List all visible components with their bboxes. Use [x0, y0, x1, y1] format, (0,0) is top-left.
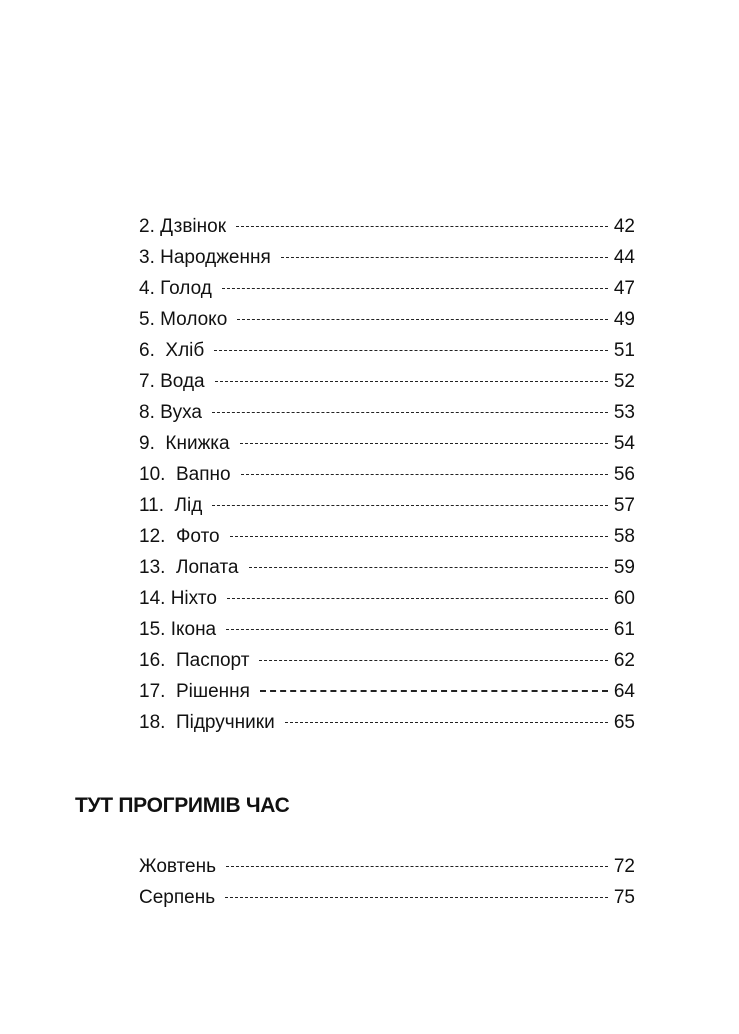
toc-entry[interactable] — [139, 676, 635, 707]
toc-leader-dots — [212, 505, 608, 506]
toc-entry-page: 54 — [613, 433, 635, 454]
toc-entry[interactable] — [139, 521, 635, 552]
toc-leader-dots — [241, 474, 608, 475]
toc-entry-title: 17. Рішення — [139, 681, 250, 702]
toc-entry-page: 57 — [613, 495, 635, 516]
toc-entry[interactable] — [139, 459, 635, 490]
toc-entry[interactable] — [139, 428, 635, 459]
toc-entry-page: 49 — [613, 309, 635, 330]
toc-entry-page: 72 — [613, 856, 635, 877]
toc-entry-title: 16. Паспорт — [139, 650, 250, 671]
toc-entry-page: 56 — [613, 464, 635, 485]
toc-leader-dots — [236, 226, 608, 227]
toc-entry-title: 7. Вода — [139, 371, 205, 392]
toc-entry-page: 65 — [613, 712, 635, 733]
section-entry-list — [139, 851, 635, 913]
toc-entry-title: 9. Книжка — [139, 433, 230, 454]
toc-entry[interactable] — [139, 614, 635, 645]
toc-entry-title: 11. Лід — [139, 495, 203, 516]
toc-leader-dots — [212, 412, 608, 413]
toc-entry-page: 44 — [613, 247, 635, 268]
toc-entry[interactable] — [139, 707, 635, 738]
toc-entry-page: 75 — [613, 887, 635, 908]
toc-entry[interactable] — [139, 490, 635, 521]
toc-entry[interactable] — [139, 273, 635, 304]
section-heading: ТУТ ПРОГРИМІВ ЧАС — [75, 794, 290, 817]
toc-entry-page: 47 — [613, 278, 635, 299]
toc-leader-dots — [281, 257, 608, 258]
toc-entry-page: 52 — [613, 371, 635, 392]
toc-leader-dots — [249, 567, 608, 568]
toc-leader-dots — [226, 866, 608, 867]
toc-entry[interactable] — [139, 552, 635, 583]
toc-entry-title: 6. Хліб — [139, 340, 205, 361]
toc-leader-dots — [285, 722, 608, 723]
toc-leader-dots — [237, 319, 608, 320]
toc-entry-title: 18. Підручники — [139, 712, 275, 733]
toc-entry-title: 5. Молоко — [139, 309, 228, 330]
toc-leader-dots — [214, 350, 608, 351]
toc-entry[interactable] — [139, 583, 635, 614]
chapter-list — [139, 211, 635, 738]
toc-entry[interactable] — [139, 397, 635, 428]
toc-entry-title: 4. Голод — [139, 278, 212, 299]
toc-entry-title: Серпень — [139, 887, 216, 908]
toc-leader-dots — [240, 443, 608, 444]
toc-leader-dots — [230, 536, 608, 537]
toc-entry[interactable] — [139, 851, 635, 882]
toc-leader-dots — [260, 690, 608, 692]
toc-leader-dots — [225, 897, 608, 898]
toc-leader-dots — [259, 660, 607, 661]
toc-entry-title: 13. Лопата — [139, 557, 239, 578]
toc-entry[interactable] — [139, 335, 635, 366]
toc-entry-page: 60 — [613, 588, 635, 609]
toc-entry-page: 58 — [613, 526, 635, 547]
toc-entry-page: 42 — [613, 216, 635, 237]
toc-leader-dots — [227, 598, 608, 599]
toc-entry-title: Жовтень — [139, 856, 217, 877]
toc-entry-title: 10. Вапно — [139, 464, 231, 485]
toc-leader-dots — [215, 381, 608, 382]
toc-entry-title: 12. Фото — [139, 526, 220, 547]
toc-entry[interactable] — [139, 882, 635, 913]
toc-leader-dots — [222, 288, 608, 289]
toc-entry-page: 64 — [613, 681, 635, 702]
toc-entry[interactable] — [139, 366, 635, 397]
toc-entry-page: 59 — [613, 557, 635, 578]
toc-entry-page: 53 — [613, 402, 635, 423]
toc-entry-page: 62 — [613, 650, 635, 671]
toc-entry-title: 14. Ніхто — [139, 588, 217, 609]
toc-leader-dots — [226, 629, 608, 630]
toc-entry-title: 15. Ікона — [139, 619, 217, 640]
toc-entry[interactable] — [139, 304, 635, 335]
toc-entry-page: 51 — [613, 340, 635, 361]
toc-entry-page: 61 — [613, 619, 635, 640]
toc-entry[interactable] — [139, 645, 635, 676]
toc-entry[interactable] — [139, 211, 635, 242]
toc-entry-title: 3. Народження — [139, 247, 271, 268]
toc-entry[interactable] — [139, 242, 635, 273]
toc-entry-title: 2. Дзвінок — [139, 216, 227, 237]
toc-entry-title: 8. Вуха — [139, 402, 202, 423]
